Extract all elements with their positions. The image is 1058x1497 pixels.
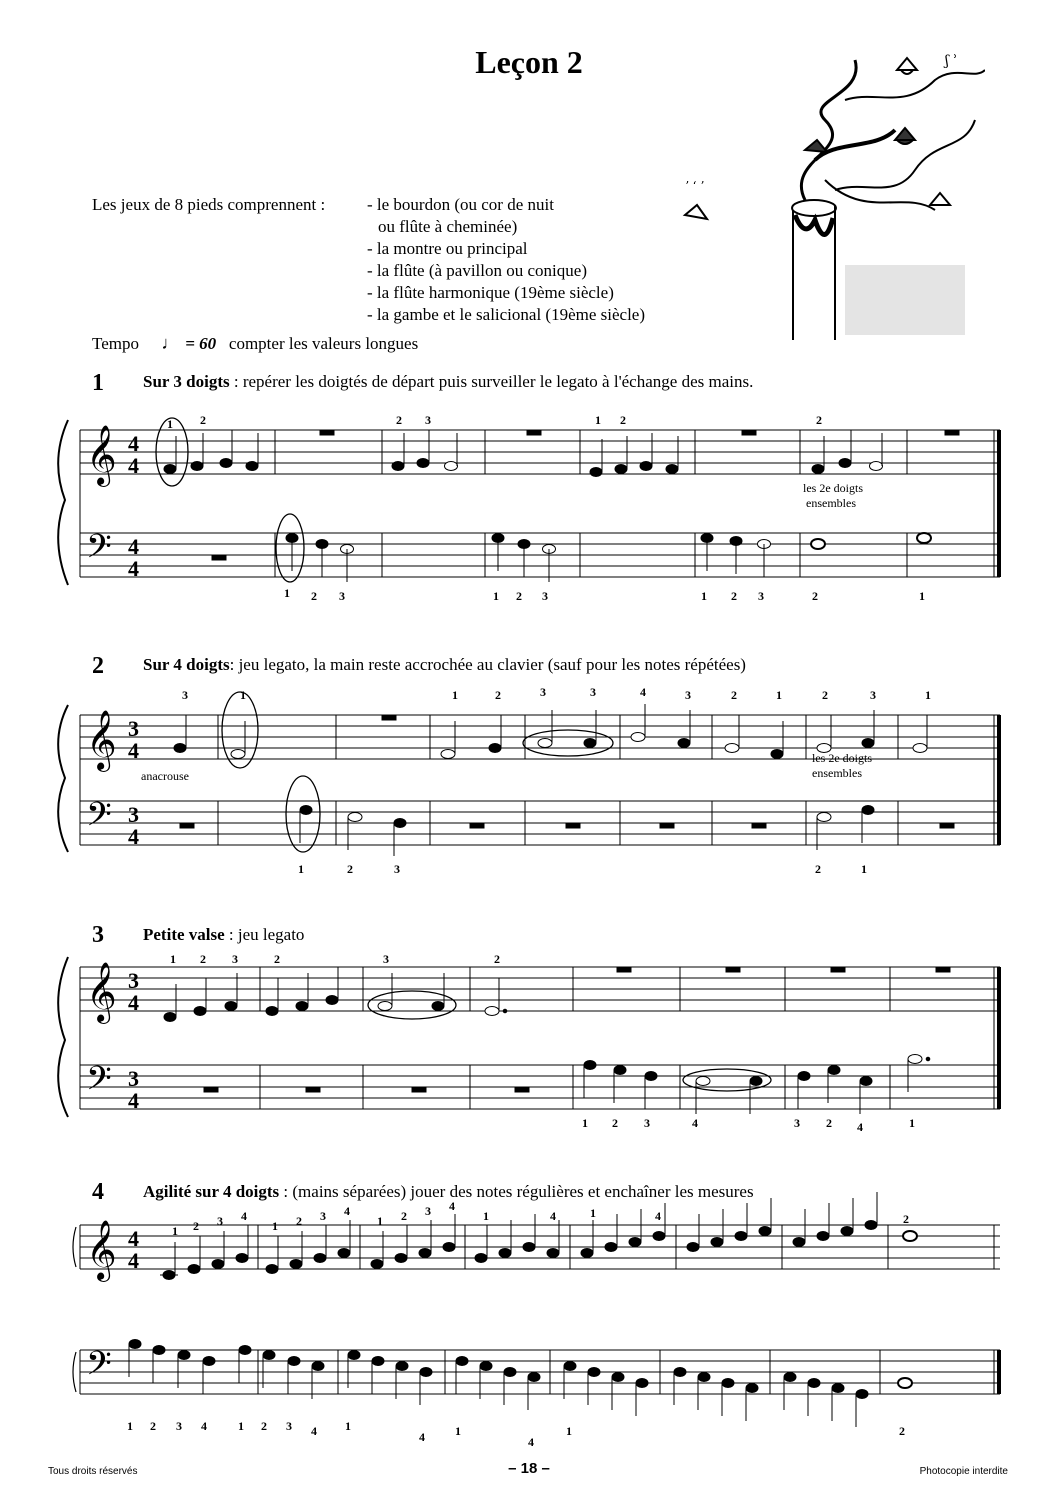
svg-text:1: 1 <box>455 1424 461 1438</box>
tie-circle <box>523 730 613 756</box>
treble-clef-icon: 𝄞 <box>86 962 117 1022</box>
bass-staff <box>80 1350 1000 1394</box>
svg-text:4: 4 <box>128 556 139 581</box>
upper-fingerings <box>167 413 822 431</box>
svg-text:1: 1 <box>861 862 867 876</box>
svg-text:4: 4 <box>201 1419 207 1433</box>
svg-text:4: 4 <box>449 1199 455 1213</box>
stop-item: - la montre ou principal <box>367 239 528 258</box>
svg-text:1: 1 <box>925 688 931 702</box>
page-title: Leçon 2 <box>475 44 583 80</box>
svg-text:1: 1 <box>493 589 499 603</box>
exercise-4-staves <box>0 1199 1058 1450</box>
svg-text:3: 3 <box>540 685 546 699</box>
svg-text:2: 2 <box>620 413 626 427</box>
time-signatures <box>128 716 139 849</box>
svg-text:1: 1 <box>582 1116 588 1130</box>
svg-text:3: 3 <box>794 1116 800 1130</box>
upper-fingerings <box>170 952 500 966</box>
bass-clef-icon: 𝄢 <box>86 796 112 842</box>
svg-text:1: 1 <box>272 1219 278 1233</box>
svg-text:3: 3 <box>685 688 691 702</box>
page-number: – 18 – <box>508 1460 550 1477</box>
time-signatures <box>128 968 139 1113</box>
svg-text:1: 1 <box>127 1419 133 1433</box>
svg-text:4: 4 <box>128 1226 139 1251</box>
fingering-circle <box>276 514 304 582</box>
treble-clef-icon: 𝄞 <box>86 425 117 485</box>
exercise-3-number: 3 <box>92 922 104 948</box>
svg-text:4: 4 <box>311 1424 317 1438</box>
bass-clef-icon: 𝄢 <box>86 528 112 574</box>
svg-text:3: 3 <box>870 688 876 702</box>
svg-text:1: 1 <box>170 952 176 966</box>
svg-text:2: 2 <box>822 688 828 702</box>
svg-text:3: 3 <box>232 952 238 966</box>
brace-icon <box>58 957 68 1117</box>
svg-text:4: 4 <box>655 1209 661 1223</box>
svg-text:1: 1 <box>776 688 782 702</box>
exercise-1-number: 1 <box>92 370 104 396</box>
brace-icon <box>58 705 68 852</box>
svg-text:2: 2 <box>274 952 280 966</box>
lower-fingerings <box>298 862 867 876</box>
svg-text:2: 2 <box>296 1214 302 1228</box>
time-signatures <box>128 431 139 581</box>
svg-text:3: 3 <box>758 589 764 603</box>
svg-text:4: 4 <box>419 1430 425 1444</box>
svg-text:4: 4 <box>241 1209 247 1223</box>
svg-text:2: 2 <box>193 1219 199 1233</box>
upper-fingerings <box>172 1199 909 1238</box>
svg-text:3: 3 <box>425 1204 431 1218</box>
exercise-4-number: 4 <box>92 1179 104 1205</box>
svg-text:1: 1 <box>701 589 707 603</box>
footer-rights: Tous droits réservés <box>48 1466 138 1477</box>
svg-text:3: 3 <box>128 968 139 993</box>
lower-fingerings <box>284 586 925 603</box>
treble-staff <box>80 967 1000 1011</box>
svg-text:ʼ ʻ ʼ: ʼ ʻ ʼ <box>685 179 705 193</box>
svg-text:1: 1 <box>595 413 601 427</box>
lower-fingerings <box>582 1116 915 1134</box>
svg-text:3: 3 <box>286 1419 292 1433</box>
anacrouse-label: anacrouse <box>141 769 189 783</box>
exercise-1-instruction: Sur 3 doigts : repérer les doigtés de départ puis surveiller le legato à l'échange des mains. <box>143 372 754 391</box>
svg-text:4: 4 <box>550 1209 556 1223</box>
lower-fingerings <box>127 1419 905 1449</box>
tempo-value: = 60 <box>185 334 217 353</box>
bass-notes <box>212 533 931 582</box>
svg-text:3: 3 <box>128 1066 139 1091</box>
svg-text:1: 1 <box>298 862 304 876</box>
svg-text:4: 4 <box>128 738 139 763</box>
svg-text:4: 4 <box>128 824 139 849</box>
svg-text:3: 3 <box>176 1419 182 1433</box>
stop-item: - la flûte harmonique (19ème siècle) <box>367 283 614 302</box>
svg-text:2: 2 <box>812 589 818 603</box>
svg-text:4: 4 <box>344 1204 350 1218</box>
svg-text:2: 2 <box>815 862 821 876</box>
svg-text:2: 2 <box>347 862 353 876</box>
svg-text:4: 4 <box>692 1116 698 1130</box>
stop-item: - la gambe et le salicional (19ème siècle) <box>367 305 646 324</box>
quarter-note-icon: ♩ <box>161 333 180 353</box>
svg-text:2: 2 <box>516 589 522 603</box>
svg-text:2: 2 <box>200 413 206 427</box>
svg-text:1: 1 <box>909 1116 915 1130</box>
bracket-icon <box>73 1227 76 1267</box>
svg-text:4: 4 <box>528 1435 534 1449</box>
svg-text:2: 2 <box>150 1419 156 1433</box>
svg-text:2: 2 <box>494 952 500 966</box>
organ-pipe-bells-illustration <box>665 40 985 350</box>
tempo-text: compter les valeurs longues <box>228 334 419 353</box>
annotation-2nd-fingers: les 2e doigts ensembles <box>812 751 872 780</box>
svg-text:3: 3 <box>217 1214 223 1228</box>
brace-icon <box>58 420 68 585</box>
svg-text:3: 3 <box>128 802 139 827</box>
treble-notes <box>164 430 959 477</box>
barlines <box>80 1225 999 1394</box>
svg-text:2: 2 <box>731 589 737 603</box>
svg-text:1: 1 <box>566 1424 572 1438</box>
svg-text:3: 3 <box>339 589 345 603</box>
svg-text:3: 3 <box>394 862 400 876</box>
time-signatures <box>128 1226 139 1273</box>
svg-text:3: 3 <box>425 413 431 427</box>
organ-stops-list <box>367 194 645 326</box>
svg-text:1: 1 <box>172 1224 178 1238</box>
treble-notes <box>164 967 950 1022</box>
svg-text:1: 1 <box>345 1419 351 1433</box>
svg-text:4: 4 <box>128 1248 139 1273</box>
stop-item: ou flûte à cheminée) <box>378 217 518 236</box>
svg-text:4: 4 <box>857 1120 863 1134</box>
svg-text:4: 4 <box>128 534 139 559</box>
svg-text:2: 2 <box>261 1419 267 1433</box>
svg-text:2: 2 <box>903 1212 909 1226</box>
svg-text:1: 1 <box>590 1206 596 1220</box>
svg-text:2: 2 <box>311 589 317 603</box>
svg-text:2: 2 <box>731 688 737 702</box>
exercise-2-grand-staff <box>0 685 1058 890</box>
stop-item: - le bourdon (ou cor de nuit <box>367 195 554 214</box>
svg-text:2: 2 <box>816 413 822 427</box>
footer-copy-notice: Photocopie interdite <box>919 1466 1008 1477</box>
svg-text:ʃ ʾ: ʃ ʾ <box>945 53 958 69</box>
svg-text:3: 3 <box>542 589 548 603</box>
bracket-icon <box>73 1352 76 1392</box>
svg-text:3: 3 <box>320 1209 326 1223</box>
svg-text:3: 3 <box>590 685 596 699</box>
treble-clef-icon: 𝄞 <box>86 1220 117 1280</box>
svg-text:2: 2 <box>899 1424 905 1438</box>
svg-text:2: 2 <box>401 1209 407 1223</box>
svg-text:4: 4 <box>128 1088 139 1113</box>
svg-text:1: 1 <box>240 688 246 702</box>
svg-text:4: 4 <box>128 431 139 456</box>
svg-text:1: 1 <box>284 586 290 600</box>
treble-clef-icon: 𝄞 <box>86 710 117 770</box>
stop-item: - la flûte (à pavillon ou conique) <box>367 261 587 280</box>
tempo-label: Tempo <box>92 334 139 353</box>
bass-clef-icon: 𝄢 <box>86 1345 112 1391</box>
exercise-2-instruction: Sur 4 doigts: jeu legato, la main reste accrochée au clavier (sauf pour les notes répétées) <box>143 655 746 674</box>
svg-text:3: 3 <box>128 716 139 741</box>
svg-text:2: 2 <box>826 1116 832 1130</box>
svg-text:2: 2 <box>495 688 501 702</box>
svg-text:4: 4 <box>640 685 646 699</box>
svg-text:1: 1 <box>919 589 925 603</box>
upper-fingerings <box>182 685 931 702</box>
exercise-4-instruction: Agilité sur 4 doigts : (mains séparées) jouer des notes régulières et enchaîner les mesures <box>143 1182 754 1201</box>
barlines <box>80 715 999 845</box>
svg-text:2: 2 <box>612 1116 618 1130</box>
svg-text:2: 2 <box>396 413 402 427</box>
exercise-3-grand-staff <box>0 952 1058 1145</box>
svg-text:3: 3 <box>644 1116 650 1130</box>
bass-clef-icon: 𝄢 <box>86 1060 112 1106</box>
svg-text:1: 1 <box>483 1209 489 1223</box>
svg-text:1: 1 <box>377 1214 383 1228</box>
exercise-1-grand-staff <box>0 400 1058 630</box>
treble-staff <box>80 430 1000 474</box>
svg-text:4: 4 <box>128 453 139 478</box>
svg-text:3: 3 <box>383 952 389 966</box>
intro-lead: Les jeux de 8 pieds comprennent : <box>92 195 326 214</box>
svg-text:1: 1 <box>452 688 458 702</box>
svg-text:3: 3 <box>182 688 188 702</box>
svg-text:1: 1 <box>167 417 173 431</box>
bass-notes <box>204 1055 930 1115</box>
annotation-2nd-fingers: les 2e doigts ensembles <box>803 481 863 510</box>
svg-text:1: 1 <box>238 1419 244 1433</box>
tempo-line <box>92 333 418 354</box>
svg-text:4: 4 <box>128 990 139 1015</box>
exercise-2-number: 2 <box>92 653 104 679</box>
svg-text:2: 2 <box>200 952 206 966</box>
exercise-3-instruction: Petite valse : jeu legato <box>143 925 305 944</box>
